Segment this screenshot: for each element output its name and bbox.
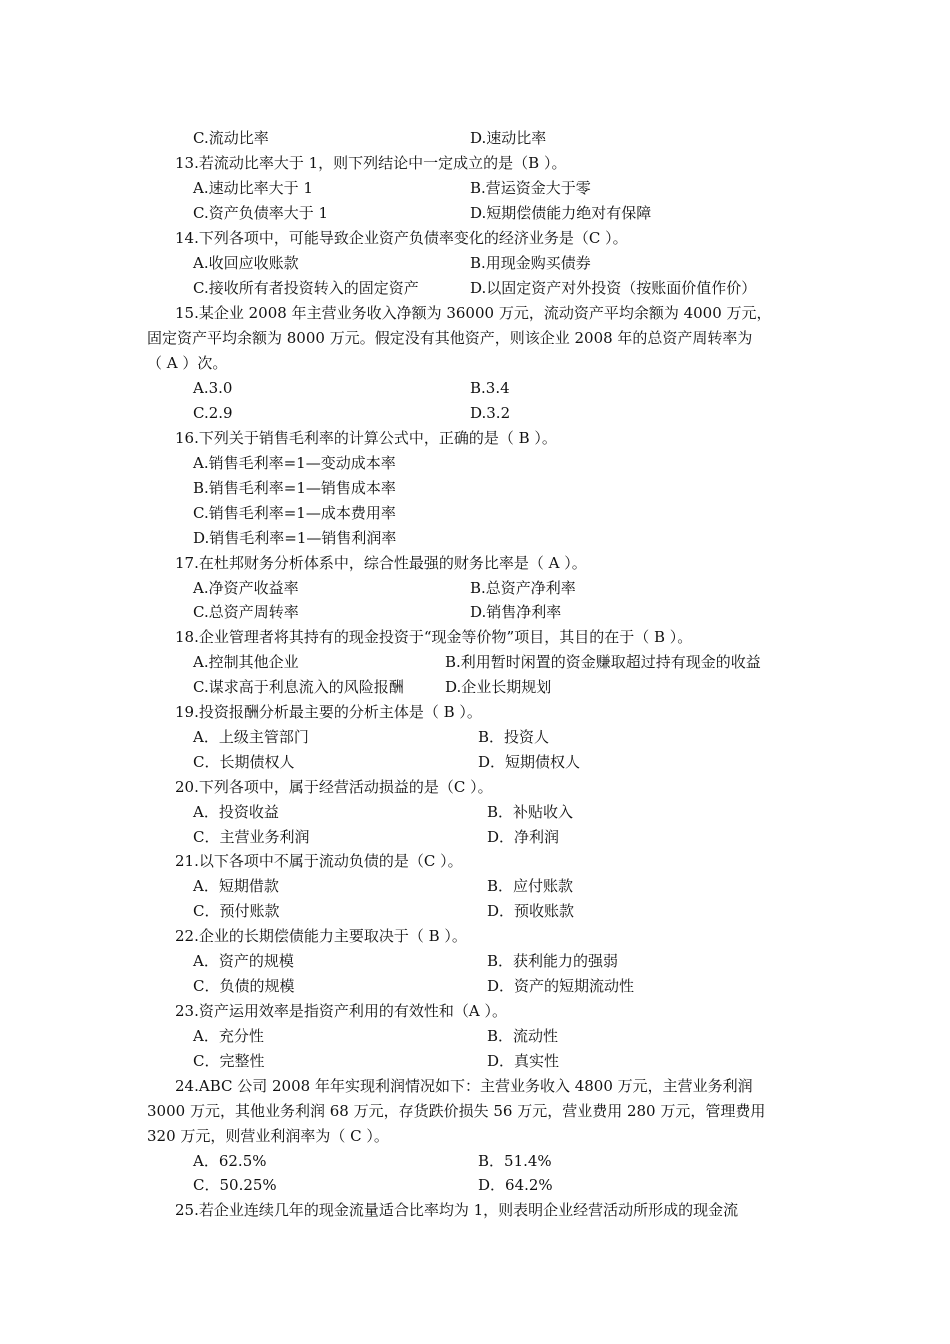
option-c: C.资产负债率大于 1 bbox=[193, 204, 329, 222]
option-d: D．64.2% bbox=[478, 1176, 553, 1194]
option-d: D.速动比率 bbox=[470, 129, 547, 147]
option-d: D.企业长期规划 bbox=[445, 678, 552, 696]
option-d: D．净利润 bbox=[487, 828, 560, 846]
option-b: B.总资产净利率 bbox=[470, 579, 576, 597]
option-d: D．短期债权人 bbox=[478, 753, 581, 771]
option-c: C.销售毛利率=1—成本费用率 bbox=[193, 504, 396, 522]
option-a: A.3.0 bbox=[193, 379, 233, 397]
option-d: D.销售毛利率=1—销售利润率 bbox=[193, 529, 397, 547]
question-25: 25.若企业连续几年的现金流量适合比率均为 1，则表明企业经营活动所形成的现金流 bbox=[175, 1201, 739, 1219]
question-15-answer-line: （ A ）次。 bbox=[147, 354, 228, 372]
option-a: A.销售毛利率=1—变动成本率 bbox=[193, 454, 396, 472]
option-c: C.流动比率 bbox=[193, 129, 269, 147]
option-b: B.3.4 bbox=[470, 379, 510, 397]
option-c: C.2.9 bbox=[193, 404, 233, 422]
option-a: A.速动比率大于 1 bbox=[193, 179, 313, 197]
option-c: C.总资产周转率 bbox=[193, 603, 299, 621]
option-d: D．资产的短期流动性 bbox=[487, 977, 635, 995]
option-a: A.控制其他企业 bbox=[193, 653, 299, 671]
option-a: A．投资收益 bbox=[193, 803, 279, 821]
option-c: C．预付账款 bbox=[193, 902, 280, 920]
question-14: 14.下列各项中，可能导致企业资产负债率变化的经济业务是（C ）。 bbox=[175, 229, 628, 247]
question-17: 17.在杜邦财务分析体系中，综合性最强的财务比率是（ A ）。 bbox=[175, 554, 587, 572]
option-b: B.用现金购买债券 bbox=[470, 254, 591, 272]
option-c: C.接收所有者投资转入的固定资产 bbox=[193, 279, 419, 297]
question-24-continued: 3000 万元，其他业务利润 68 万元，存货跌价损失 56 万元，营业费用 280 万元，管理费用 bbox=[147, 1102, 766, 1120]
option-a: A．充分性 bbox=[193, 1027, 264, 1045]
question-22: 22.企业的长期偿债能力主要取决于（ B ）。 bbox=[175, 927, 467, 945]
question-24-answer-line: 320 万元，则营业利润率为（ C ）。 bbox=[147, 1127, 389, 1145]
option-c: C．50.25% bbox=[193, 1176, 277, 1194]
option-a: A.净资产收益率 bbox=[193, 579, 299, 597]
option-d: D.销售净利率 bbox=[470, 603, 562, 621]
option-a: A．62.5% bbox=[193, 1152, 267, 1170]
option-a: A．短期借款 bbox=[193, 877, 279, 895]
option-c: C．主营业务利润 bbox=[193, 828, 310, 846]
option-d: D.3.2 bbox=[470, 404, 511, 422]
option-c: C．完整性 bbox=[193, 1052, 265, 1070]
question-21: 21.以下各项中不属于流动负债的是（C ）。 bbox=[175, 852, 463, 870]
question-16: 16.下列关于销售毛利率的计算公式中，正确的是（ B ）。 bbox=[175, 429, 557, 447]
question-23: 23.资产运用效率是指资产利用的有效性和（A ）。 bbox=[175, 1002, 507, 1020]
option-c: C．长期债权人 bbox=[193, 753, 295, 771]
option-d: D．预收账款 bbox=[487, 902, 575, 920]
question-13: 13.若流动比率大于 1，则下列结论中一定成立的是（B ）。 bbox=[175, 154, 567, 172]
option-b: B.利用暂时闲置的资金赚取超过持有现金的收益 bbox=[445, 653, 761, 671]
option-d: D.短期偿债能力绝对有保障 bbox=[470, 204, 652, 222]
option-b: B．51.4% bbox=[478, 1152, 552, 1170]
option-b: B．补贴收入 bbox=[487, 803, 574, 821]
question-15: 15.某企业 2008 年主营业务收入净额为 36000 万元，流动资产平均余额为 4000 万元， bbox=[175, 304, 772, 322]
question-15-continued: 固定资产平均余额为 8000 万元。假定没有其他资产，则该企业 2008 年的总资产周转率为 bbox=[147, 329, 753, 347]
option-a: A．上级主管部门 bbox=[193, 728, 309, 746]
question-20: 20.下列各项中，属于经营活动损益的是（C ）。 bbox=[175, 778, 493, 796]
option-a: A.收回应收账款 bbox=[193, 254, 299, 272]
option-b: B．流动性 bbox=[487, 1027, 559, 1045]
option-b: B.销售毛利率=1—销售成本率 bbox=[193, 479, 396, 497]
question-18: 18.企业管理者将其持有的现金投资于“现金等价物”项目，其目的在于（ B ）。 bbox=[175, 628, 693, 646]
question-24: 24.ABC 公司 2008 年年实现利润情况如下：主营业务收入 4800 万元，主营业务利润 bbox=[175, 1077, 753, 1095]
option-b: B．应付账款 bbox=[487, 877, 574, 895]
option-c: C．负债的规模 bbox=[193, 977, 295, 995]
option-d: D．真实性 bbox=[487, 1052, 560, 1070]
option-d: D.以固定资产对外投资（按账面价值作价） bbox=[470, 279, 757, 297]
option-b: B.营运资金大于零 bbox=[470, 179, 591, 197]
option-c: C.谋求高于利息流入的风险报酬 bbox=[193, 678, 404, 696]
option-b: B．投资人 bbox=[478, 728, 550, 746]
option-b: B．获利能力的强弱 bbox=[487, 952, 619, 970]
question-19: 19.投资报酬分析最主要的分析主体是（ B ）。 bbox=[175, 703, 482, 721]
option-a: A．资产的规模 bbox=[193, 952, 294, 970]
